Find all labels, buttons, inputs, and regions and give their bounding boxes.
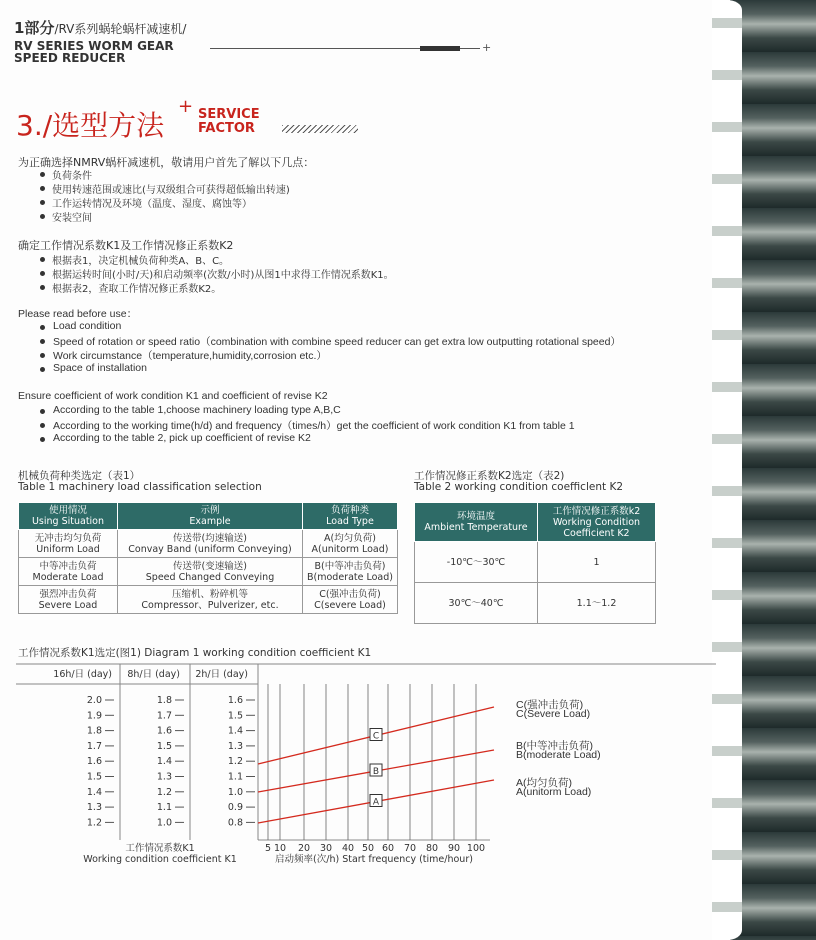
- section-title: 3./选型方法: [16, 109, 165, 142]
- x-tick-label: 60: [381, 843, 395, 854]
- list-item: According to the working time(h/d) and frequency（times/h）get the coefficient of work condition K1 from table 1: [53, 420, 575, 432]
- plus-icon: +: [178, 96, 194, 117]
- tick-16h-label: 1.6: [86, 756, 102, 768]
- table-header: 负荷种类 Load Type: [303, 503, 398, 530]
- table-header: 示例 Example: [118, 503, 303, 530]
- x-tick-label: 100: [466, 843, 486, 854]
- section-title-en: SERVICE FACTOR: [198, 107, 260, 136]
- table-row: 30℃～40℃ 1.1～1.2: [415, 583, 656, 624]
- legend-b-en: B(moderate Load): [516, 749, 601, 761]
- tick-16h-label: 1.2: [86, 817, 102, 829]
- tick-2h-label: 1.5: [227, 710, 243, 722]
- intro-cn: 为正确选择NMRV蜗杆减速机，敬请用户首先了解以下几点：: [18, 156, 315, 169]
- table1: [18, 502, 398, 614]
- tick-2h-label: 0.9: [227, 802, 243, 814]
- x-tick-label: 50: [361, 843, 375, 854]
- tick-8h-label: 1.4: [156, 756, 172, 768]
- line-letter: A: [372, 797, 380, 808]
- tick-16h-label: 1.8: [86, 725, 102, 737]
- table-header: 工作情况修正系数k2 Working Condition Coefficient K2: [538, 503, 656, 542]
- x-tick-label: 20: [297, 843, 311, 854]
- tick-2h-label: 1.6: [227, 695, 243, 706]
- tick-2h-label: 1.1: [227, 771, 243, 783]
- k1-label-cn: 工作情况系数K1: [125, 843, 195, 854]
- legend-c-cn: C(强冲击负荷): [516, 699, 584, 711]
- list-item: Work circumstance（temperature,humidity,corrosion etc.）: [53, 350, 327, 362]
- list-item: Speed of rotation or speed ratio（combination with combine speed reducer can get extra low outputting rotational speed）: [53, 336, 621, 348]
- col-head-2h: 2h/日 (day): [195, 669, 248, 680]
- table-row: 无冲击均匀负荷 Uniform Load 传送带(均速输送) Convay Band (uniform Conveying) A(均匀负荷) A(unitorm Load): [19, 530, 398, 558]
- list-item: 负荷条件: [52, 171, 92, 182]
- tick-8h-label: 1.1: [156, 802, 172, 814]
- list-item: According to the table 2, pick up coefficient of revise K2: [53, 432, 311, 444]
- header-bar: [420, 46, 460, 51]
- tick-8h-label: 1.5: [156, 740, 172, 752]
- table-header: 环境温度 Ambient Temperature: [415, 503, 538, 542]
- list-item: Load condition: [53, 320, 122, 332]
- tick-2h-label: 0.8: [227, 817, 243, 829]
- list-item: 使用转速范围或速比(与双级组合可获得超低输出转速): [52, 185, 290, 196]
- legend-c-en: C(Severe Load): [516, 708, 591, 720]
- col-head-8h: 8h/日 (day): [127, 669, 180, 680]
- line-letter: B: [372, 767, 380, 777]
- tick-2h-label: 1.4: [227, 725, 243, 737]
- x-tick-label: 90: [447, 843, 461, 854]
- header-series-en: RV SERIES WORM GEAR SPEED REDUCER: [14, 39, 174, 65]
- table2: [414, 502, 656, 624]
- x-tick-label: 70: [403, 843, 417, 854]
- x-tick-label: 10: [273, 843, 287, 854]
- tick-8h-label: 1.2: [156, 786, 172, 798]
- x-tick-label: 30: [319, 843, 333, 854]
- legend-a-cn: A(均匀负荷): [516, 777, 572, 789]
- tick-16h-label: 1.3: [86, 802, 102, 814]
- hatch-decoration: [282, 125, 358, 133]
- intro-en: Please read before use：: [18, 308, 138, 320]
- k-cn-heading: 确定工作情况系数K1及工作情况修正系数K2: [18, 239, 234, 252]
- tick-16h-label: 1.5: [86, 771, 102, 783]
- header-series-cn: 1部分/RV系列蜗轮蜗杆减速机/: [14, 19, 187, 37]
- list-item: 根据运转时间(小时/天)和启动频率(次数/小时)从图1中求得工作情况系数K1。: [52, 270, 394, 281]
- tick-16h-label: 2.0: [86, 695, 102, 706]
- table-header: 使用情况 Using Situation: [19, 503, 118, 530]
- tick-8h-label: 1.7: [156, 710, 172, 722]
- k-en-heading: Ensure coefficient of work condition K1 and coefficient of revise K2: [18, 390, 328, 402]
- x-tick-label: 40: [341, 843, 355, 854]
- tick-2h-label: 1.0: [227, 786, 243, 798]
- diagram-title: 工作情况系数K1选定(图1) Diagram 1 working condition coefficient K1: [18, 647, 372, 659]
- list-item: According to the table 1,choose machinery loading type A,B,C: [53, 404, 341, 416]
- x-tick-label: 80: [425, 843, 439, 854]
- list-item: 工作运转情况及环境（温度、湿度、腐蚀等）: [52, 199, 252, 210]
- list-item: 根据表1，决定机械负荷种类A、B、C。: [52, 256, 230, 267]
- list-item: Space of installation: [53, 362, 147, 374]
- tick-8h-label: 1.0: [156, 817, 172, 829]
- table2-title-en: Table 2 working condition coefficlent K2: [414, 481, 624, 493]
- tick-16h-label: 1.7: [86, 740, 102, 752]
- tick-8h-label: 1.8: [156, 695, 172, 706]
- tick-2h-label: 1.2: [227, 756, 243, 768]
- line-letter: C: [372, 731, 380, 742]
- table-row: 中等冲击负荷 Moderate Load 传送带(变速输送) Speed Changed Conveying B(中等冲击负荷) B(moderate Load): [19, 558, 398, 586]
- x-axis-label: 启动频率(次/h) Start frequency (time/hour): [275, 854, 473, 865]
- table1-title-cn: 机械负荷种类选定（表1）: [18, 470, 141, 482]
- tick-2h-label: 1.3: [227, 740, 243, 752]
- diagram-1: [0, 660, 730, 870]
- table2-title-cn: 工作情况修正系数K2选定（表2): [414, 470, 565, 482]
- legend-b-cn: B(中等冲击负荷): [516, 740, 593, 752]
- tick-16h-label: 1.4: [86, 786, 102, 798]
- col-head-16h: 16h/日 (day): [53, 669, 112, 680]
- film-strip-decoration: [730, 0, 816, 940]
- x-tick-label: 5: [264, 843, 272, 854]
- k1-label-en: Working condition coefficient K1: [83, 854, 237, 865]
- list-item: 安装空间: [52, 213, 92, 224]
- legend-a-en: A(unitorm Load): [516, 786, 592, 798]
- tick-16h-label: 1.9: [86, 710, 102, 722]
- tick-8h-label: 1.6: [156, 725, 172, 737]
- table-row: 强烈冲击负荷 Severe Load 压缩机、粉碎机等 Compressor、Pulverizer, etc. C(强冲击负荷) C(severe Load): [19, 586, 398, 614]
- tick-8h-label: 1.3: [156, 771, 172, 783]
- table1-title-en: Table 1 machinery load classification selection: [18, 481, 262, 493]
- list-item: 根据表2，查取工作情况修正系数K2。: [52, 284, 222, 295]
- table-row: -10℃～30℃ 1: [415, 542, 656, 583]
- plus-icon: +: [482, 41, 492, 54]
